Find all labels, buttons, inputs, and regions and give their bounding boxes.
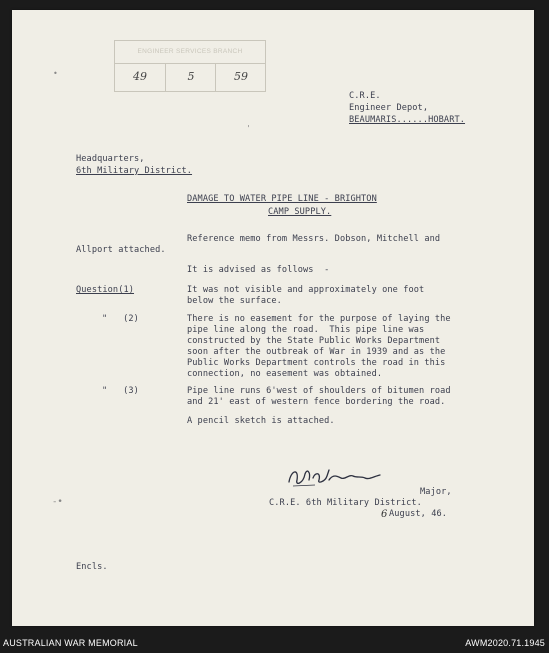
question-1-line-2: below the surface. bbox=[187, 296, 282, 306]
subject-line-2: CAMP SUPPLY. bbox=[268, 207, 332, 217]
question-1-label: Question(1) bbox=[76, 285, 135, 295]
sender-line-2: Engineer Depot, bbox=[349, 103, 429, 113]
stamp-cell-3: 59 bbox=[234, 70, 248, 83]
question-3-label: " (3) bbox=[102, 386, 139, 396]
stamp-cell-1: 49 bbox=[133, 70, 147, 83]
question-3-line-2: and 21' east of western fence bordering the road. bbox=[187, 397, 446, 407]
punch-mark: • bbox=[53, 69, 58, 78]
question-2-line-4: soon after the outbreak of War in 1939 and as the bbox=[187, 347, 446, 357]
footer-accession-number: AWM2020.71.1945 bbox=[465, 638, 545, 648]
question-1-line-1: It was not visible and approximately one foot bbox=[187, 285, 425, 295]
footer-institution: AUSTRALIAN WAR MEMORIAL bbox=[3, 638, 138, 648]
question-2-line-1: There is no easement for the purpose of laying the bbox=[187, 314, 451, 324]
question-2-line-3: constructed by the State Public Works Department bbox=[187, 336, 441, 346]
stamp-header: ENGINEER SERVICES BRANCH bbox=[115, 41, 265, 64]
letter-date: August, 46. bbox=[389, 509, 448, 519]
signatory-title: C.R.E. 6th Military District. bbox=[269, 498, 422, 508]
enclosures-label: Encls. bbox=[76, 562, 108, 572]
recipient-line-2: 6th Military District. bbox=[76, 166, 193, 176]
question-2-line-2: pipe line along the road. This pipe line was bbox=[187, 325, 425, 335]
handwritten-signature bbox=[285, 464, 383, 490]
punch-mark: ' bbox=[246, 124, 251, 133]
stamp-cell-2: 5 bbox=[187, 70, 195, 83]
question-3-line-1: Pipe line runs 6'west of shoulders of bitumen road bbox=[187, 386, 451, 396]
recipient-line-1: Headquarters, bbox=[76, 154, 145, 164]
punch-mark: -• bbox=[52, 497, 63, 507]
question-2-line-5: Public Works Department controls the road in this bbox=[187, 358, 446, 368]
subject-line-1: DAMAGE TO WATER PIPE LINE - BRIGHTON bbox=[187, 194, 377, 204]
question-2-line-6: connection, no easement was obtained. bbox=[187, 369, 383, 379]
signatory-rank: Major, bbox=[420, 487, 452, 497]
sender-line-3: BEAUMARIS......HOBART. bbox=[349, 115, 466, 125]
handwritten-date-day: 6 bbox=[381, 509, 388, 520]
reference-line-1: Reference memo from Messrs. Dobson, Mitchell and bbox=[187, 234, 441, 244]
sender-line-1: C.R.E. bbox=[349, 91, 381, 101]
reference-line-2: Allport attached. bbox=[76, 245, 166, 255]
registry-stamp bbox=[114, 40, 266, 92]
advised-line: It is advised as follows - bbox=[187, 265, 330, 275]
question-2-label: " (2) bbox=[102, 314, 139, 324]
sketch-line: A pencil sketch is attached. bbox=[187, 416, 335, 426]
